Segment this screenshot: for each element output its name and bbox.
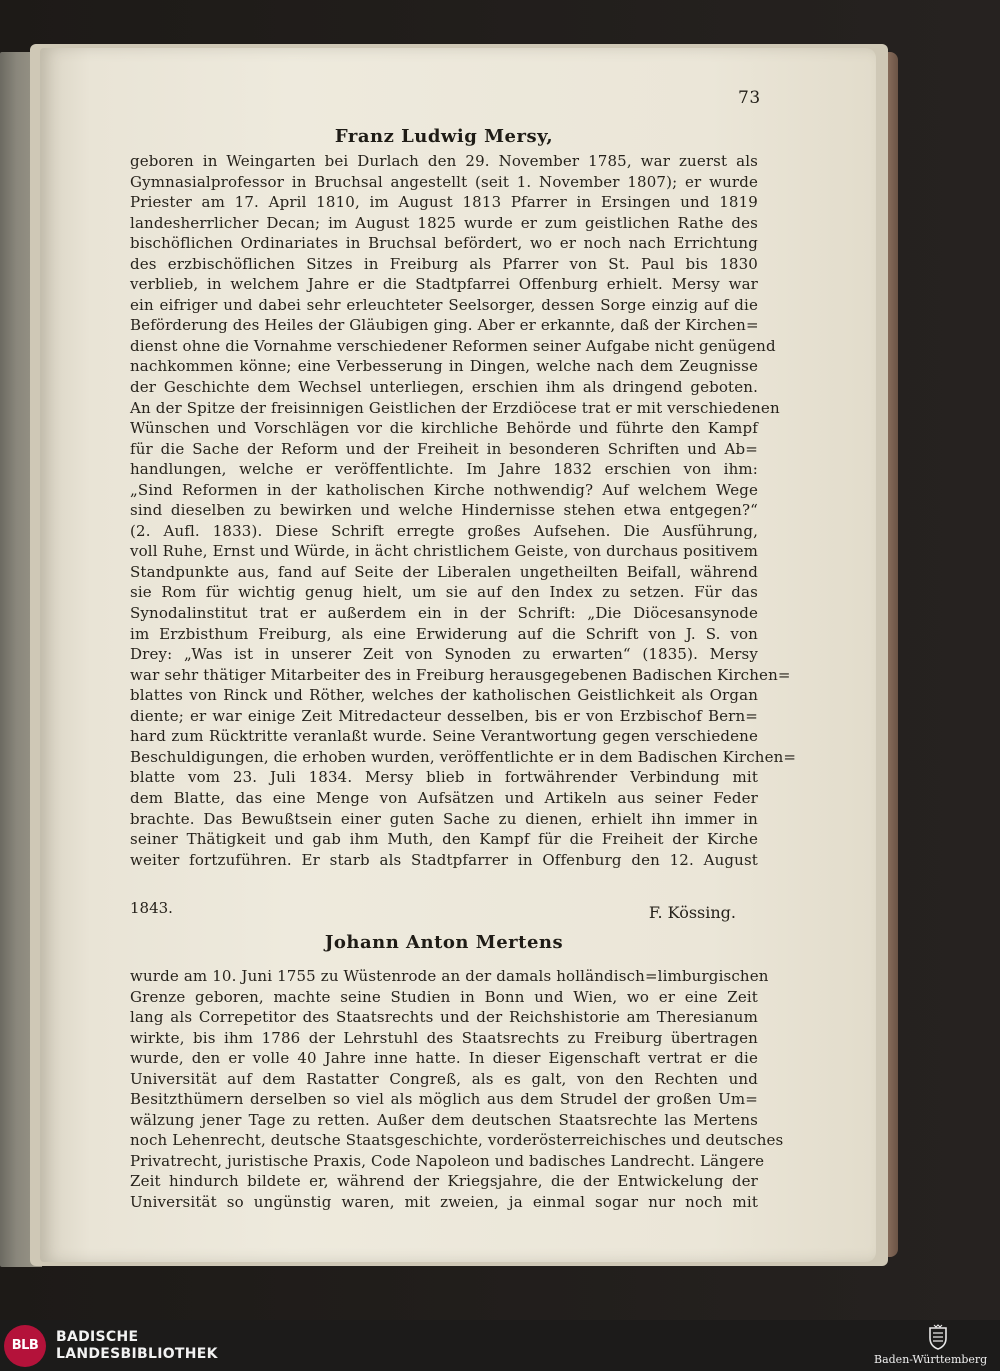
text-line: bischöflichen Ordinariates in Bruchsal befördert, wo er noch nach Errichtung xyxy=(130,234,758,253)
page-number: 73 xyxy=(738,88,761,108)
text-line: seiner Thätigkeit und gab ihm Muth, den Kampf für die Freiheit der Kirche xyxy=(130,830,758,849)
text-line: Universität so ungünstig waren, mit zweien, ja einmal sogar nur noch mit xyxy=(130,1193,758,1212)
library-name-line1: BADISCHE xyxy=(56,1329,139,1345)
library-name[interactable] xyxy=(56,1329,218,1363)
text-line: diente; er war einige Zeit Mitredacteur desselben, bis er von Erzbischof Bern= xyxy=(130,706,758,725)
state-name[interactable]: Baden-Württemberg xyxy=(874,1353,988,1366)
text-line: handlungen, welche er veröffentlichte. Im Jahre 1832 erschien von ihm: xyxy=(130,460,758,479)
text-line: Priester am 17. April 1810, im August 1813 Pfarrer in Ersingen und 1819 xyxy=(130,193,758,212)
entry-final-year: 1843. xyxy=(130,899,173,917)
text-line: dem Blatte, das eine Menge von Aufsätzen und Artikeln aus seiner Feder xyxy=(130,788,758,807)
text-line: im Erzbisthum Freiburg, als eine Erwiderung auf die Schrift von J. S. von xyxy=(130,624,758,643)
text-line: wirkte, bis ihm 1786 der Lehrstuhl des Staatsrechts zu Freiburg übertragen xyxy=(130,1028,758,1047)
text-line: Privatrecht, juristische Praxis, Code Napoleon und badisches Landrecht. Längere xyxy=(130,1151,765,1170)
text-line: An der Spitze der freisinnigen Geistlichen der Erzdiöcese trat er mit verschiedenen xyxy=(130,398,780,417)
text-line: wurde am 10. Juni 1755 zu Wüstenrode an der damals holländisch=limburgischen xyxy=(130,967,769,985)
text-line: Beschuldigungen, die erhoben wurden, veröffentlichte er in dem Badischen Kirchen= xyxy=(130,747,797,766)
text-line: Wünschen und Vorschlägen vor die kirchliche Behörde und führte den Kampf xyxy=(130,419,758,438)
text-line: Universität auf dem Rastatter Congreß, als es galt, von den Rechten und xyxy=(130,1069,758,1088)
entry-author: F. Kössing. xyxy=(648,903,736,922)
library-name-line2: LANDESBIBLIOTHEK xyxy=(56,1346,218,1362)
text-line: Zeit hindurch bildete er, während der Kriegsjahre, die der Entwickelung der xyxy=(130,1172,758,1191)
text-line: geboren in Weingarten bei Durlach den 29. November 1785, war zuerst als xyxy=(130,152,758,170)
entry-body-mersy xyxy=(130,151,797,870)
text-line: nachkommen könne; eine Verbesserung in Dingen, welche nach dem Zeugnisse xyxy=(130,357,758,376)
text-line: Synodalinstitut trat er außerdem ein in der Schrift: „Die Diöcesansynode xyxy=(130,604,758,623)
text-line: voll Ruhe, Ernst und Würde, in ächt christlichem Geiste, von durchaus positivem xyxy=(130,542,758,561)
text-line: für die Sache der Reform und der Freiheit in besonderen Schriften und Ab= xyxy=(130,439,758,458)
text-line: Grenze geboren, machte seine Studien in Bonn und Wien, wo er eine Zeit xyxy=(130,987,758,1006)
text-line: sind dieselben zu bewirken und welche Hindernisse stehen etwa entgegen?“ xyxy=(130,501,758,520)
text-line: „Sind Reformen in der katholischen Kirche nothwendig? Auf welchem Wege xyxy=(130,480,758,499)
text-line: des erzbischöflichen Sitzes in Freiburg als Pfarrer von St. Paul bis 1830 xyxy=(130,254,758,273)
text-line: lang als Correpetitor des Staatsrechts und der Reichshistorie am Theresianum xyxy=(130,1008,758,1027)
text-line: blatte vom 23. Juli 1834. Mersy blieb in fortwährender Verbindung mit xyxy=(130,768,758,787)
text-line: Drey: „Was ist in unserer Zeit von Synoden zu erwarten“ (1835). Mersy xyxy=(130,645,758,664)
text-line: Besitzthümern derselben so viel als möglich aus dem Strudel der großen Um= xyxy=(130,1090,758,1109)
text-line: weiter fortzuführen. Er starb als Stadtpfarrer in Offenburg den 12. August xyxy=(130,850,758,869)
blb-logo[interactable]: BLB xyxy=(4,1325,46,1367)
text-line: blattes von Rinck und Röther, welches der katholischen Geistlichkeit als Organ xyxy=(130,686,758,705)
text-line: landesherrlicher Decan; im August 1825 wurde er zum geistlichen Rathe des xyxy=(130,213,758,232)
text-line: (2. Aufl. 1833). Diese Schrift erregte großes Aufsehen. Die Ausführung, xyxy=(130,521,758,540)
text-line: Standpunkte aus, fand auf Seite der Liberalen ungetheilten Beifall, während xyxy=(130,562,758,581)
text-line: brachte. Das Bewußtsein einer guten Sache zu dienen, erhielt ihn immer in xyxy=(130,809,758,828)
text-line: noch Lehenrecht, deutsche Staatsgeschichte, vorderösterreichisches und deutsches xyxy=(130,1131,784,1150)
text-line: verblieb, in welchem Jahre er die Stadtpfarrei Offenburg erhielt. Mersy war xyxy=(130,275,758,294)
entry-heading-mersy: Franz Ludwig Mersy, xyxy=(334,126,554,147)
text-line: sie Rom für wichtig genug hielt, um sie auf den Index zu setzen. Für das xyxy=(130,583,758,602)
entry-body-mertens xyxy=(130,966,784,1213)
entry-heading-mertens: Johann Anton Mertens xyxy=(324,932,564,953)
text-line: war sehr thätiger Mitarbeiter des in Freiburg herausgegebenen Badischen Kirchen= xyxy=(130,665,791,684)
text-line: der Geschichte dem Wechsel unterliegen, erschien ihm als dringend geboten. xyxy=(130,378,758,397)
text-line: wälzung jener Tage zu retten. Außer dem deutschen Staatsrechte las Mertens xyxy=(130,1110,758,1129)
text-line: Beförderung des Heiles der Gläubigen ging. Aber er erkannte, daß der Kirchen= xyxy=(130,316,759,335)
text-line: ein eifriger und dabei sehr erleuchteter Seelsorger, dessen Sorge einzig auf die xyxy=(130,295,758,314)
text-line: Gymnasialprofessor in Bruchsal angestellt (seit 1. November 1807); er wurde xyxy=(130,172,758,191)
text-line: hard zum Rücktritte veranlaßt wurde. Seine Verantwortung gegen verschiedene xyxy=(130,727,758,746)
coat-of-arms-icon[interactable] xyxy=(927,1324,949,1350)
text-line: dienst ohne die Vornahme verschiedener Reformen seiner Aufgabe nicht genügend xyxy=(130,336,776,355)
text-line: wurde, den er volle 40 Jahre inne hatte. In dieser Eigenschaft vertrat er die xyxy=(130,1049,758,1068)
